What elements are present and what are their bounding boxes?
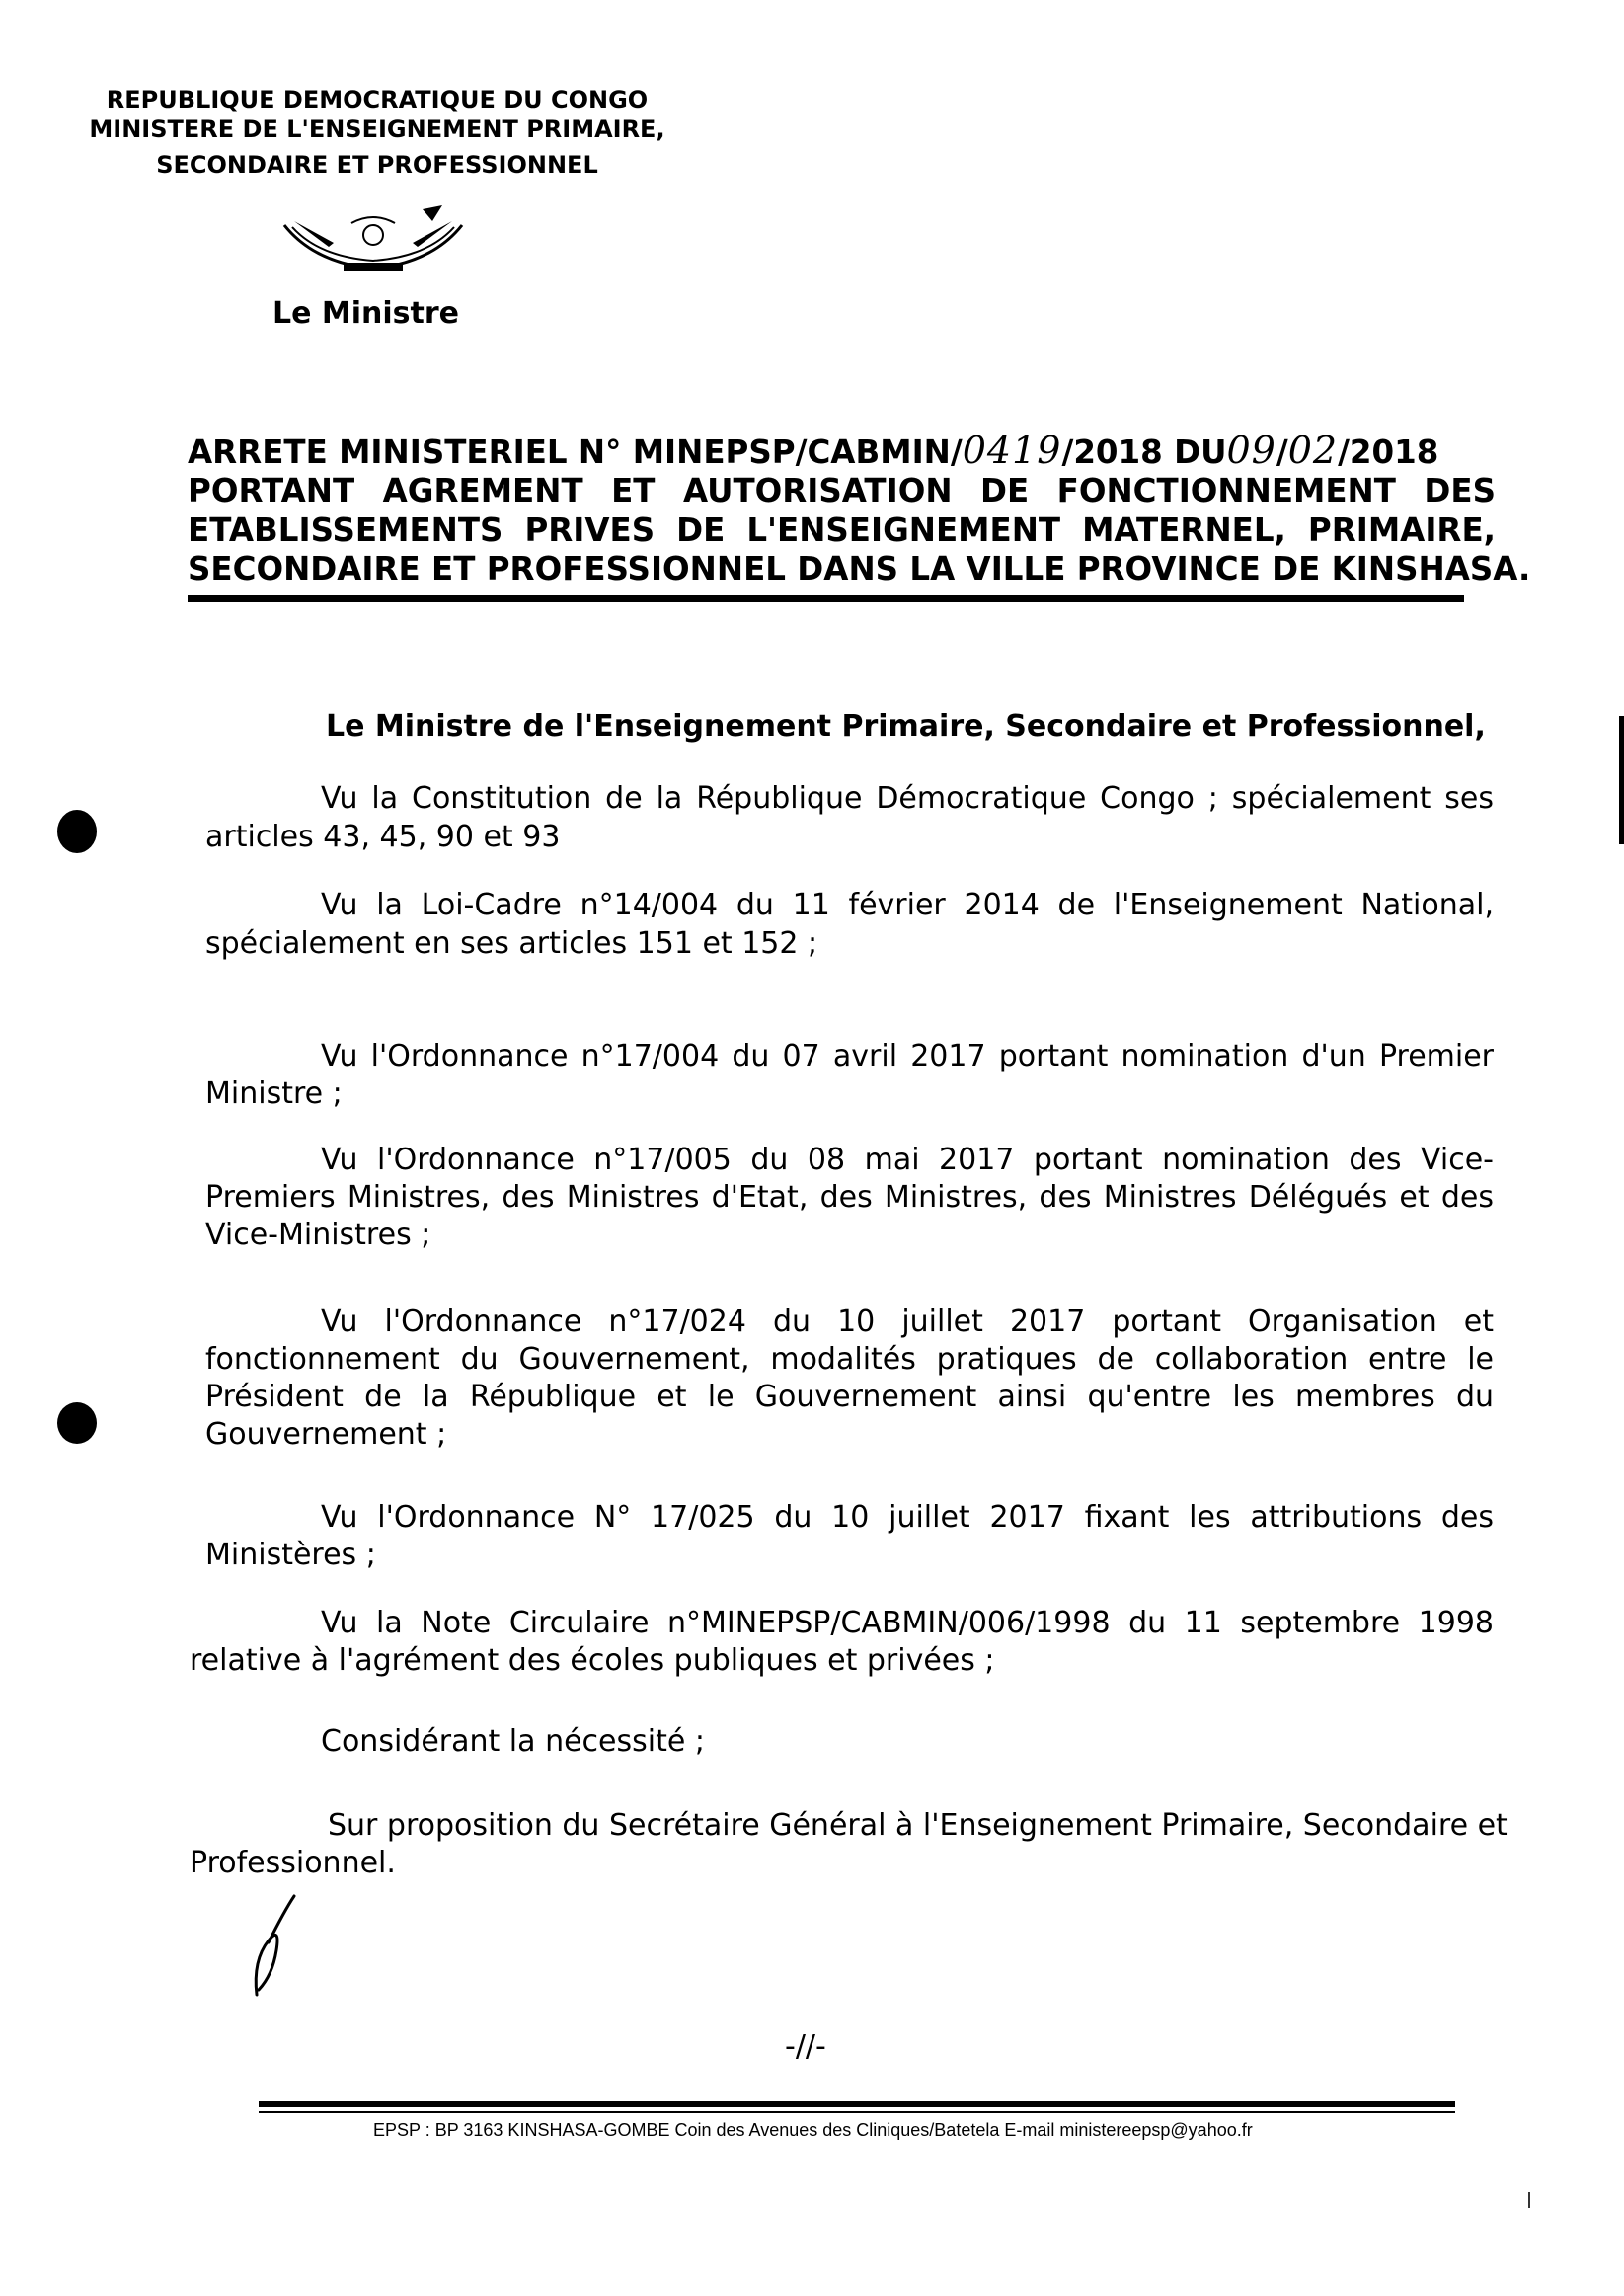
footer-rule	[259, 2101, 1455, 2107]
country-name: REPUBLIQUE DEMOCRATIQUE DU CONGO	[106, 86, 649, 114]
handwritten-month: 02	[1287, 429, 1339, 472]
punch-hole-lower	[57, 1402, 97, 1444]
ordonnance-17-004-line1: Vu l'Ordonnance n°17/004 du 07 avril 2017 portant nomination d'un Premier	[321, 1039, 1494, 1073]
minister-intro: Le Ministre de l'Enseignement Primaire, Secondaire et Professionnel,	[326, 709, 1486, 744]
proposition-line1: Sur proposition du Secrétaire Général à l'Enseignement Primaire, Secondaire et	[328, 1808, 1508, 1843]
punch-hole-upper	[57, 810, 97, 853]
signatory-label: Le Ministre	[272, 296, 460, 331]
decree-year-du: /2018 DU	[1061, 434, 1227, 471]
footer-rule-thin	[259, 2111, 1455, 2113]
note-circulaire-line2: relative à l'agrément des écoles publiques et privées ;	[190, 1643, 995, 1678]
date-separator: /	[1276, 434, 1288, 471]
decree-year-end: /2018	[1338, 434, 1439, 471]
ordonnance-17-024-line3: Président de la République et le Gouvernement ainsi qu'entre les membres du	[205, 1380, 1494, 1414]
ordonnance-17-005-line2: Premiers Ministres, des Ministres d'Etat, des Ministres, des Ministres Délégués et des	[205, 1180, 1494, 1215]
ordonnance-17-004-line2: Ministre ;	[205, 1076, 343, 1111]
handwritten-initials-icon	[247, 1891, 306, 2000]
ministry-name-line2: SECONDAIRE ET PROFESSIONNEL	[156, 151, 598, 179]
decree-title-line3: ETABLISSEMENTS PRIVES DE L'ENSEIGNEMENT MATERNEL, PRIMAIRE,	[188, 512, 1496, 549]
scan-edge-mark	[1619, 716, 1624, 844]
ordonnance-17-025-line2: Ministères ;	[205, 1538, 376, 1572]
constitution-line1: Vu la Constitution de la République Démocratique Congo ; spécialement ses	[321, 781, 1494, 816]
handwritten-decree-number: 0419	[962, 429, 1062, 472]
decree-title-line1	[188, 429, 1491, 472]
ordonnance-17-024-line2: fonctionnement du Gouvernement, modalités pratiques de collaboration entre le	[205, 1342, 1494, 1377]
ministry-name-line1: MINISTERE DE L'ENSEIGNEMENT PRIMAIRE,	[89, 116, 665, 143]
page-continuation-mark: -//-	[785, 2029, 826, 2064]
proposition-line2: Professionnel.	[190, 1846, 396, 1880]
ordonnance-17-024-line4: Gouvernement ;	[205, 1417, 447, 1452]
ordonnance-17-005-line3: Vice-Ministres ;	[205, 1218, 431, 1252]
loi-cadre-line2: spécialement en ses articles 151 et 152 ;	[205, 926, 818, 961]
constitution-line2: articles 43, 45, 90 et 93	[205, 820, 561, 854]
decree-number-prefix: ARRETE MINISTERIEL N° MINEPSP/CABMIN/	[188, 434, 963, 471]
scan-corner-mark	[1528, 2192, 1530, 2208]
footer-address: EPSP : BP 3163 KINSHASA-GOMBE Coin des Avenues des Cliniques/Batetela E-mail ministereepsp@yahoo.fr	[373, 2120, 1253, 2140]
note-circulaire-line1: Vu la Note Circulaire n°MINEPSP/CABMIN/006/1998 du 11 septembre 1998	[321, 1606, 1494, 1640]
decree-title-line2: PORTANT AGREMENT ET AUTORISATION DE FONCTIONNEMENT DES	[188, 472, 1496, 510]
ordonnance-17-025-line1: Vu l'Ordonnance N° 17/025 du 10 juillet 2017 fixant les attributions des	[321, 1500, 1494, 1535]
handwritten-day: 09	[1226, 429, 1276, 472]
decree-title-line4: SECONDAIRE ET PROFESSIONNEL DANS LA VILLE PROVINCE DE KINSHASA.	[188, 550, 1531, 588]
coat-of-arms-icon	[274, 203, 472, 282]
title-underline	[188, 595, 1464, 602]
ordonnance-17-024-line1: Vu l'Ordonnance n°17/024 du 10 juillet 2017 portant Organisation et	[321, 1305, 1494, 1339]
ordonnance-17-005-line1: Vu l'Ordonnance n°17/005 du 08 mai 2017 portant nomination des Vice-	[321, 1143, 1494, 1177]
considerant-line: Considérant la nécessité ;	[321, 1724, 705, 1759]
loi-cadre-line1: Vu la Loi-Cadre n°14/004 du 11 février 2014 de l'Enseignement National,	[321, 888, 1494, 922]
